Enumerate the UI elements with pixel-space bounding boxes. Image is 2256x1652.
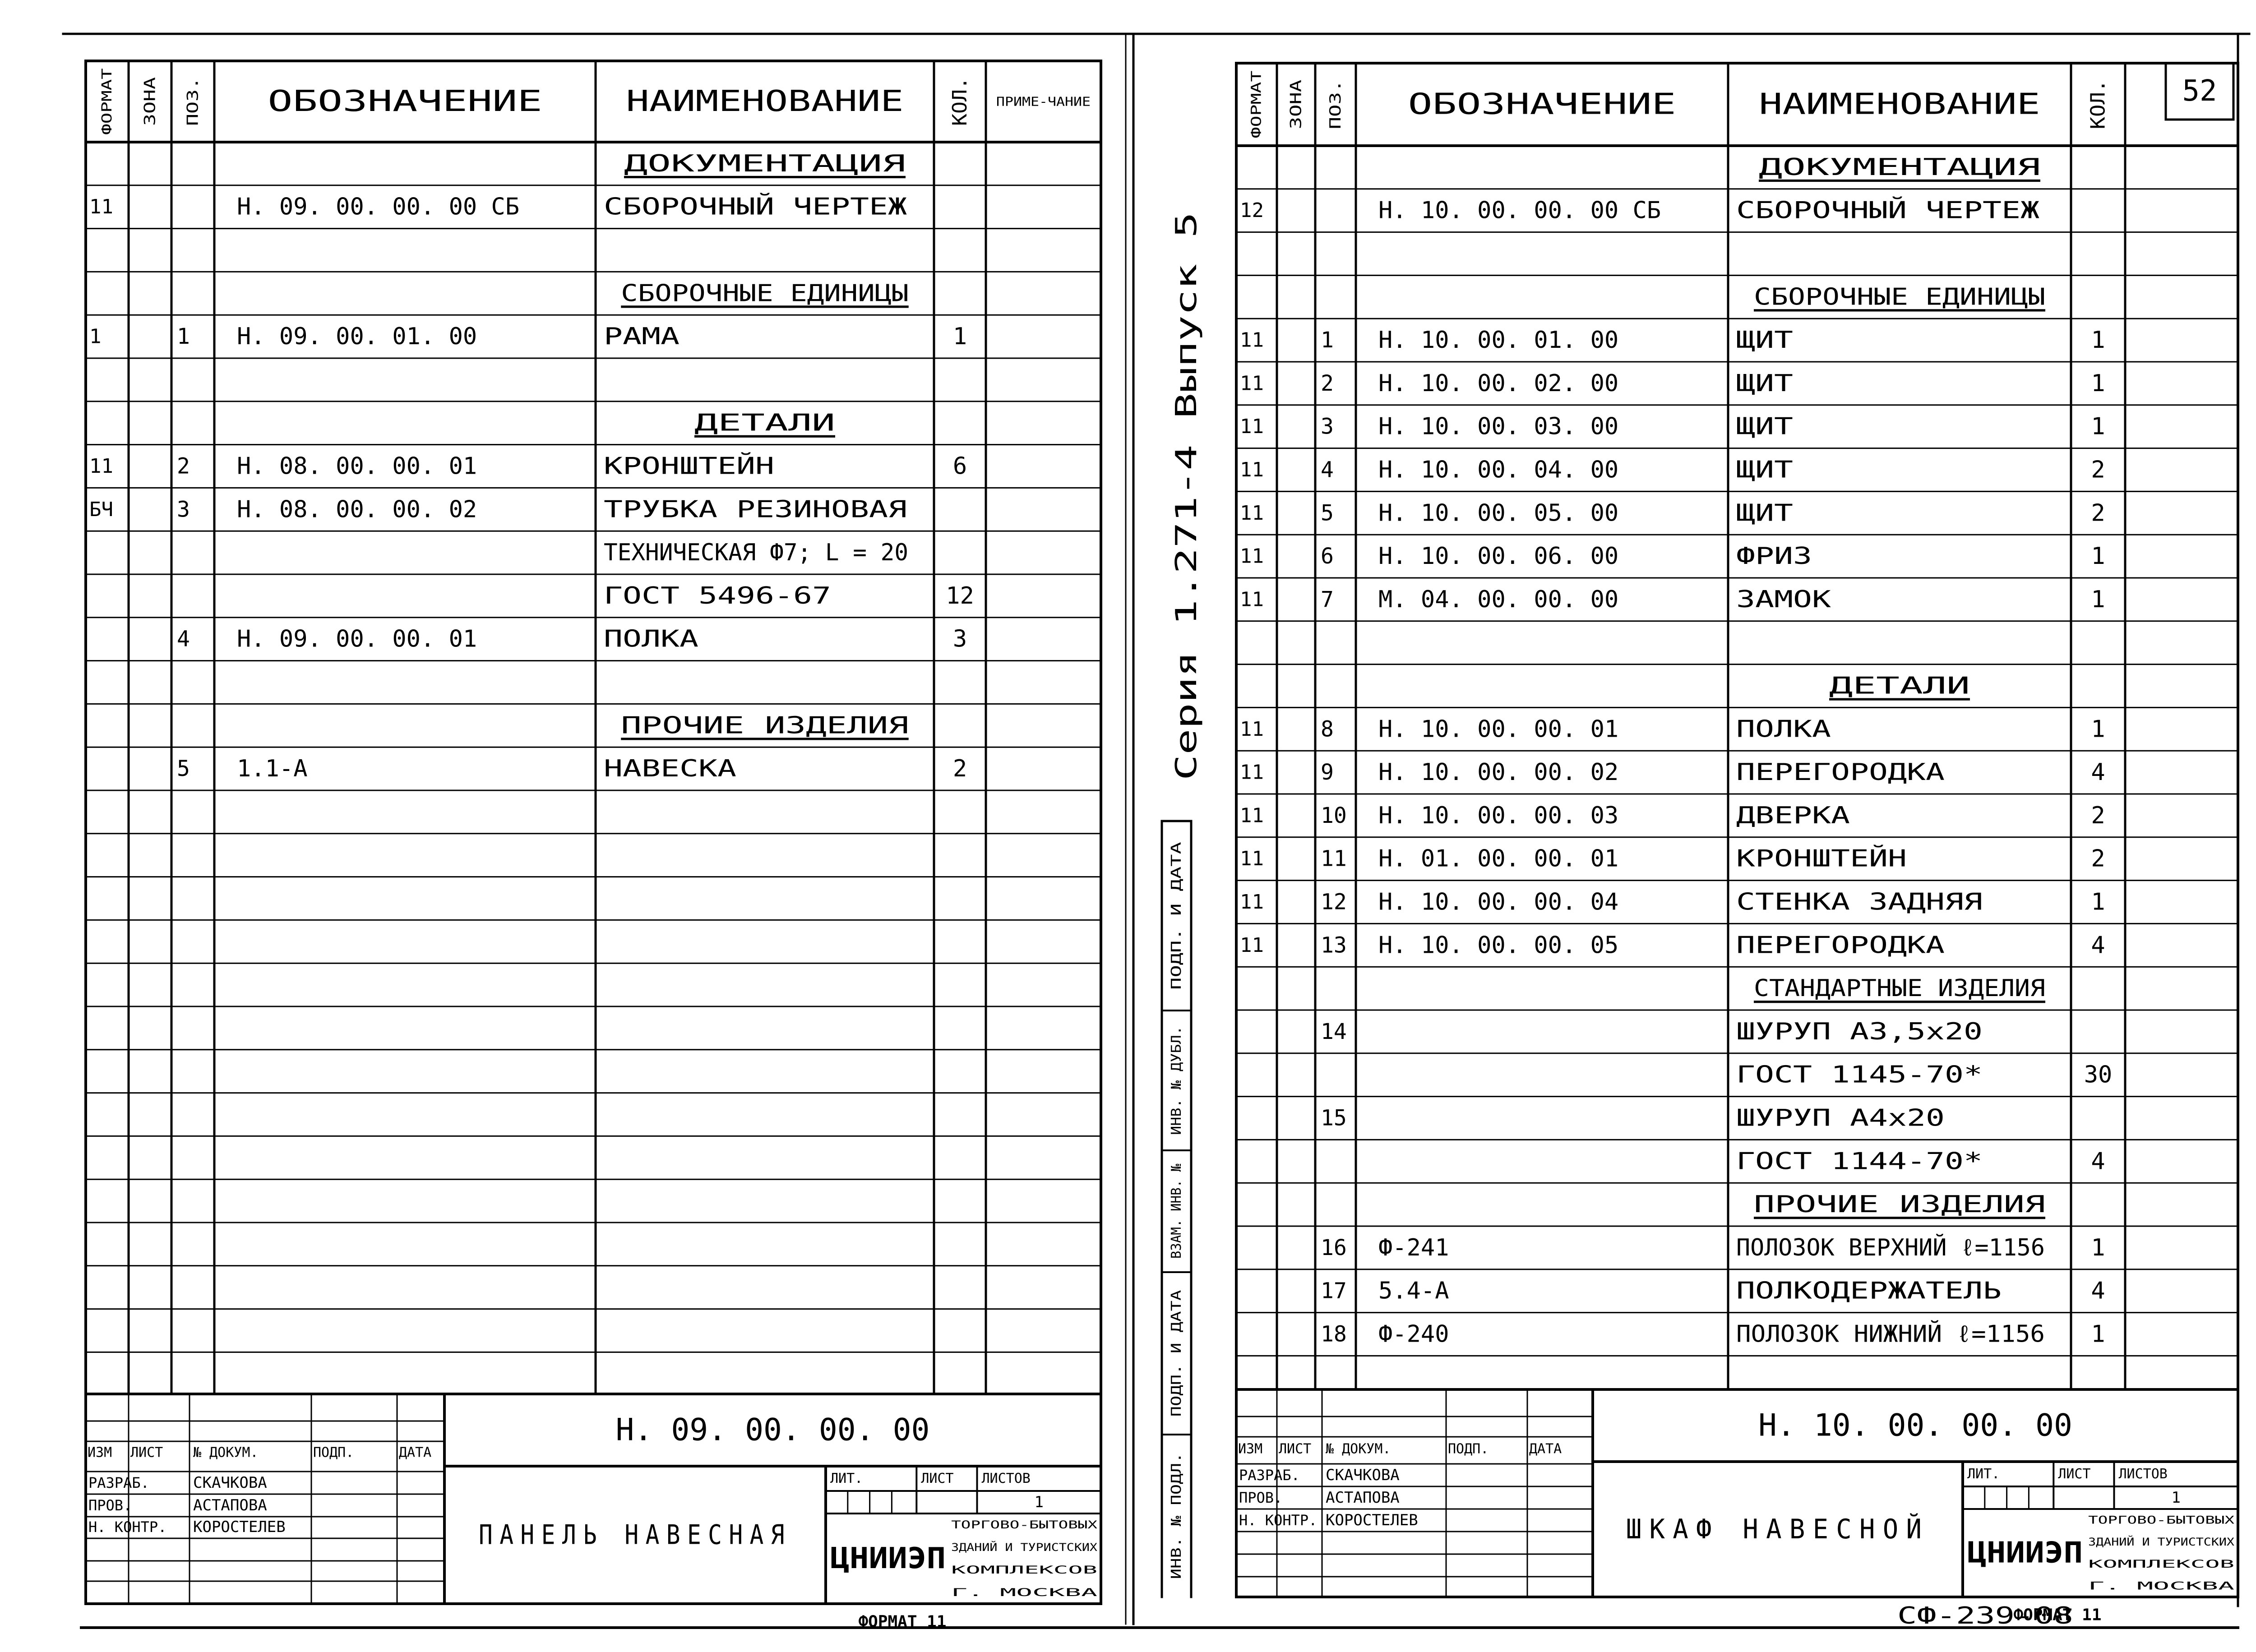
row-designation: 5.4-А bbox=[1378, 1277, 1449, 1305]
row-name: ГОСТ 5496-67 bbox=[604, 582, 831, 609]
row-designation: Ф-240 bbox=[1378, 1320, 1449, 1348]
row-quantity: 2 bbox=[2091, 499, 2105, 527]
row-designation: Н. 09. 00. 00. 00 СБ bbox=[237, 193, 520, 221]
row-name: ЗАМОК bbox=[1736, 586, 1831, 613]
row-designation: Н. 10. 00. 00. 01 bbox=[1378, 715, 1619, 743]
org-line: Г. МОСКВА bbox=[2088, 1579, 2235, 1592]
row-name: ФРИЗ bbox=[1736, 543, 1812, 570]
row-position: 5 bbox=[1321, 500, 1334, 526]
stamp-sheets: ЛИСТОВ bbox=[981, 1471, 1031, 1486]
stamp-sign: ПОДП. bbox=[313, 1444, 354, 1461]
row-designation: Н. 10. 00. 00. 04 bbox=[1378, 888, 1619, 916]
row-designation: Н. 10. 00. 00. 03 bbox=[1378, 802, 1619, 829]
row-designation: Н. 10. 00. 02. 00 bbox=[1378, 369, 1619, 397]
row-quantity: 6 bbox=[952, 452, 967, 480]
format-label: ФОРМАТ 11 bbox=[858, 1612, 947, 1631]
row-quantity: 2 bbox=[2091, 456, 2105, 484]
format-label: ФОРМАТ 11 bbox=[2013, 1606, 2102, 1624]
stamp-date: ДАТА bbox=[399, 1444, 432, 1461]
row-position: 4 bbox=[1321, 457, 1334, 483]
side-label: ВЗАМ. ИНВ. № bbox=[1169, 1161, 1184, 1259]
row-position: 1 bbox=[1321, 328, 1334, 353]
row-quantity: 2 bbox=[2091, 845, 2105, 872]
row-designation: Н. 10. 00. 00. 05 bbox=[1378, 932, 1619, 959]
row-designation: Ф-241 bbox=[1378, 1234, 1449, 1261]
stamp-sign: ПОДП. bbox=[1448, 1441, 1489, 1457]
stamp-doc: № ДОКУМ. bbox=[1326, 1441, 1391, 1457]
stamp-role: Н. КОНТР. bbox=[88, 1518, 167, 1536]
row-name: ЩИТ bbox=[1736, 413, 1793, 440]
row-name: НАВЕСКА bbox=[604, 755, 736, 783]
series-stamp: Серия 1.271-4 Выпуск 5 bbox=[1170, 398, 1203, 780]
stamp-person: СКАЧКОВА bbox=[193, 1474, 267, 1492]
header-name: НАИМЕНОВАНИЕ bbox=[1759, 88, 2040, 121]
stamp-sheets-value: 1 bbox=[2171, 1489, 2181, 1507]
row-format: БЧ bbox=[89, 498, 113, 521]
row-position: 5 bbox=[177, 756, 190, 782]
stamp-izm: ИЗМ bbox=[88, 1444, 112, 1461]
row-format: 11 bbox=[89, 195, 113, 219]
row-quantity: 1 bbox=[2091, 715, 2105, 743]
header-pos: ПОЗ. bbox=[1327, 92, 1345, 129]
header-designation: ОБОЗНАЧЕНИЕ bbox=[1408, 88, 1676, 121]
row-quantity: 1 bbox=[2091, 586, 2105, 613]
org-line: КОМПЛЕКСОВ bbox=[951, 1564, 1097, 1576]
row-quantity: 4 bbox=[2091, 1148, 2105, 1175]
stamp-role: РАЗРАБ. bbox=[1239, 1467, 1300, 1484]
row-position: 4 bbox=[177, 626, 190, 652]
stamp-role: Н. КОНТР. bbox=[1239, 1512, 1318, 1529]
row-designation: Н. 10. 00. 01. 00 bbox=[1378, 327, 1619, 354]
row-format: 11 bbox=[1240, 458, 1264, 481]
stamp-doc: № ДОКУМ. bbox=[193, 1444, 259, 1461]
row-format: 11 bbox=[1240, 415, 1264, 438]
document-title: ШКАФ НАВЕСНОЙ bbox=[1626, 1514, 1944, 1545]
row-position: 15 bbox=[1321, 1105, 1347, 1131]
row-name: КРОНШТЕЙН bbox=[604, 452, 731, 480]
row-format: 11 bbox=[1240, 717, 1264, 741]
row-position: 10 bbox=[1321, 803, 1347, 828]
org-logo: ЦНИИЭП bbox=[1967, 1536, 2083, 1570]
row-format: 11 bbox=[1240, 804, 1264, 827]
header-name: НАИМЕНОВАНИЕ bbox=[626, 85, 904, 118]
row-position: 6 bbox=[1321, 544, 1334, 569]
row-quantity: 3 bbox=[952, 625, 967, 653]
stamp-person: СКАЧКОВА bbox=[1326, 1466, 1400, 1484]
page-number: 52 bbox=[2182, 74, 2217, 108]
row-name: ГОСТ 1145-70* bbox=[1736, 1061, 1983, 1089]
side-label: ИНВ. № ДУБЛ. bbox=[1169, 1037, 1184, 1135]
row-name: ГОСТ 1144-70* bbox=[1736, 1148, 1983, 1175]
stamp-role: ПРОВ. bbox=[88, 1497, 132, 1514]
org-logo: ЦНИИЭП bbox=[830, 1542, 946, 1575]
row-quantity: 12 bbox=[946, 582, 974, 609]
stamp-person: КОРОСТЕЛЕВ bbox=[1326, 1511, 1418, 1529]
row-position: 3 bbox=[1321, 414, 1334, 439]
header-format: ФОРМАТ bbox=[99, 86, 115, 135]
section-heading: ПРОЧИЕ ИЗДЕЛИЯ bbox=[1754, 1191, 2045, 1218]
org-line: Г. МОСКВА bbox=[951, 1586, 1098, 1599]
row-name: ДВЕРКА bbox=[1736, 802, 1850, 829]
org-line: ЗДАНИЙ И ТУРИСТСКИХ bbox=[2088, 1536, 2212, 1549]
side-label: ПОДП. И ДАТА bbox=[1169, 1319, 1184, 1417]
header-zone: ЗОНА bbox=[141, 89, 159, 126]
row-position: 13 bbox=[1321, 932, 1347, 958]
org-line: ЗДАНИЙ И ТУРИСТСКИХ bbox=[951, 1541, 1075, 1554]
header-qty: КОЛ. bbox=[2086, 81, 2110, 129]
row-designation: Н. 10. 00. 00. 02 bbox=[1378, 759, 1619, 786]
row-position: 2 bbox=[177, 453, 190, 479]
stamp-lit: ЛИТ. bbox=[830, 1471, 863, 1486]
row-designation: Н. 10. 00. 04. 00 bbox=[1378, 456, 1619, 484]
side-label: ПОДП. И ДАТА bbox=[1169, 892, 1184, 990]
row-format: 11 bbox=[1240, 328, 1264, 352]
stamp-role: РАЗРАБ. bbox=[88, 1474, 149, 1491]
row-quantity: 4 bbox=[2091, 1277, 2105, 1305]
document-number: Н. 09. 00. 00. 00 bbox=[615, 1412, 930, 1448]
row-name: ЩИТ bbox=[1736, 327, 1793, 354]
row-name: ПОЛКА bbox=[1736, 715, 1831, 743]
header-designation: ОБОЗНАЧЕНИЕ bbox=[268, 85, 542, 118]
row-name: ТРУБКА РЕЗИНОВАЯ bbox=[604, 496, 907, 523]
row-quantity: 2 bbox=[2091, 802, 2105, 829]
section-heading: СБОРОЧНЫЕ ЕДИНИЦЫ bbox=[621, 280, 909, 307]
row-designation: М. 04. 00. 00. 00 bbox=[1378, 586, 1619, 613]
row-name: ПЕРЕГОРОДКА bbox=[1736, 759, 1945, 786]
row-position: 12 bbox=[1321, 889, 1347, 915]
row-designation: Н. 10. 00. 00. 00 СБ bbox=[1378, 197, 1661, 224]
row-name: СБОРОЧНЫЙ ЧЕРТЕЖ bbox=[1736, 197, 1962, 224]
stamp-sheet: ЛИСТ bbox=[2058, 1466, 2091, 1482]
stamp-list: ЛИСТ bbox=[130, 1444, 163, 1461]
row-name: ПЕРЕГОРОДКА bbox=[1736, 932, 1945, 959]
row-name: СТЕНКА ЗАДНЯЯ bbox=[1736, 888, 1983, 916]
row-designation: Н. 08. 00. 00. 02 bbox=[237, 496, 477, 523]
row-name: ШУРУП А3,5х20 bbox=[1736, 1018, 1983, 1045]
stamp-list: ЛИСТ bbox=[1279, 1441, 1312, 1457]
row-quantity: 1 bbox=[2091, 327, 2105, 354]
row-quantity: 1 bbox=[2091, 888, 2105, 916]
row-quantity: 1 bbox=[2091, 413, 2105, 440]
row-name: ТЕХНИЧЕСКАЯ Ф7; L = 20 bbox=[604, 539, 908, 567]
header-zone: ЗОНА bbox=[1287, 92, 1305, 129]
header-qty: КОЛ. bbox=[948, 78, 971, 126]
row-position: 14 bbox=[1321, 1019, 1347, 1044]
row-position: 16 bbox=[1321, 1235, 1347, 1260]
row-format: 1 bbox=[89, 325, 102, 348]
row-position: 18 bbox=[1321, 1321, 1347, 1347]
row-position: 11 bbox=[1321, 846, 1347, 872]
row-name: ПОЛОЗОК ВЕРХНИЙ ℓ=1156 bbox=[1736, 1234, 2047, 1261]
org-line: КОМПЛЕКСОВ bbox=[2088, 1557, 2234, 1570]
row-format: 11 bbox=[89, 455, 113, 478]
stamp-lit: ЛИТ. bbox=[1967, 1466, 2000, 1482]
row-format: 11 bbox=[1240, 891, 1264, 914]
row-name: СБОРОЧНЫЙ ЧЕРТЕЖ bbox=[604, 193, 830, 221]
stamp-sheets-value: 1 bbox=[1034, 1493, 1044, 1511]
stamp-person: КОРОСТЕЛЕВ bbox=[193, 1518, 286, 1536]
row-format: 11 bbox=[1240, 847, 1264, 871]
row-name: ПОЛОЗОК НИЖНИЙ ℓ=1156 bbox=[1736, 1320, 2033, 1348]
row-quantity: 1 bbox=[2091, 543, 2105, 570]
row-position: 8 bbox=[1321, 716, 1334, 742]
row-name: ШУРУП А4х20 bbox=[1736, 1104, 1945, 1132]
stamp-person: АСТАПОВА bbox=[193, 1496, 267, 1514]
row-format: 11 bbox=[1240, 372, 1264, 395]
row-format: 11 bbox=[1240, 588, 1264, 611]
row-position: 9 bbox=[1321, 760, 1334, 785]
header-format: ФОРМАТ bbox=[1248, 89, 1265, 138]
row-designation: Н. 10. 00. 05. 00 bbox=[1378, 499, 1619, 527]
header-note: ПРИМЕ-ЧАНИЕ bbox=[996, 94, 1091, 109]
stamp-sheets: ЛИСТОВ bbox=[2118, 1466, 2168, 1482]
row-designation: 1.1-А bbox=[237, 755, 308, 783]
row-quantity: 1 bbox=[2091, 1320, 2105, 1348]
section-heading: ДОКУМЕНТАЦИЯ bbox=[1759, 153, 2040, 181]
row-format: 11 bbox=[1240, 761, 1264, 784]
row-position: 1 bbox=[177, 324, 190, 350]
row-designation: Н. 09. 00. 00. 01 bbox=[237, 625, 477, 653]
row-quantity: 2 bbox=[952, 755, 967, 783]
row-format: 11 bbox=[1240, 933, 1264, 957]
row-name: РАМА bbox=[604, 323, 680, 351]
stamp-izm: ИЗМ bbox=[1238, 1441, 1263, 1457]
row-name: ПОЛКОДЕРЖАТЕЛЬ bbox=[1736, 1277, 2002, 1305]
row-position: 7 bbox=[1321, 586, 1334, 612]
row-designation: Н. 09. 00. 01. 00 bbox=[237, 323, 477, 351]
section-heading: СТАНДАРТНЫЕ ИЗДЕЛИЯ bbox=[1754, 975, 2045, 1002]
row-quantity: 30 bbox=[2084, 1061, 2113, 1089]
section-heading: ДЕТАЛИ bbox=[1829, 672, 1970, 700]
row-name: ЩИТ bbox=[1736, 369, 1793, 397]
side-label: ИНВ. № ПОДЛ. bbox=[1169, 1481, 1184, 1579]
row-position: 2 bbox=[1321, 370, 1334, 396]
row-format: 12 bbox=[1240, 199, 1264, 222]
stamp-date: ДАТА bbox=[1529, 1441, 1562, 1457]
row-quantity: 1 bbox=[2091, 369, 2105, 397]
stamp-person: АСТАПОВА bbox=[1326, 1489, 1400, 1507]
stamp-role: ПРОВ. bbox=[1239, 1489, 1283, 1506]
row-format: 11 bbox=[1240, 501, 1264, 525]
row-name: ПОЛКА bbox=[604, 625, 698, 653]
row-format: 11 bbox=[1240, 545, 1264, 568]
row-quantity: 4 bbox=[2091, 932, 2105, 959]
row-designation: Н. 10. 00. 03. 00 bbox=[1378, 413, 1619, 440]
row-designation: Н. 08. 00. 00. 01 bbox=[237, 452, 477, 480]
row-designation: Н. 10. 00. 06. 00 bbox=[1378, 543, 1619, 570]
org-line: ТОРГОВО-БЫТОВЫХ bbox=[951, 1518, 1098, 1531]
footer-code: СФ-239-08 bbox=[1897, 1602, 2073, 1629]
row-quantity: 1 bbox=[2091, 1234, 2105, 1261]
row-quantity: 1 bbox=[952, 323, 967, 351]
section-heading: ПРОЧИЕ ИЗДЕЛИЯ bbox=[621, 712, 909, 739]
row-position: 3 bbox=[177, 497, 190, 522]
section-heading: ДЕТАЛИ bbox=[694, 409, 835, 437]
header-pos: ПОЗ. bbox=[184, 89, 202, 126]
row-name: ЩИТ bbox=[1736, 456, 1793, 484]
row-name: КРОНШТЕЙН bbox=[1736, 845, 1863, 872]
row-name: ЩИТ bbox=[1736, 499, 1793, 527]
row-designation: Н. 01. 00. 00. 01 bbox=[1378, 845, 1619, 872]
org-line: ТОРГОВО-БЫТОВЫХ bbox=[2088, 1514, 2235, 1527]
section-heading: СБОРОЧНЫЕ ЕДИНИЦЫ bbox=[1754, 283, 2045, 311]
document-title: ПАНЕЛЬ НАВЕСНАЯ bbox=[479, 1519, 791, 1551]
section-heading: ДОКУМЕНТАЦИЯ bbox=[624, 150, 906, 177]
row-quantity: 4 bbox=[2091, 759, 2105, 786]
stamp-sheet: ЛИСТ bbox=[921, 1471, 954, 1486]
row-position: 17 bbox=[1321, 1278, 1347, 1304]
document-number: Н. 10. 00. 00. 00 bbox=[1758, 1407, 2072, 1444]
